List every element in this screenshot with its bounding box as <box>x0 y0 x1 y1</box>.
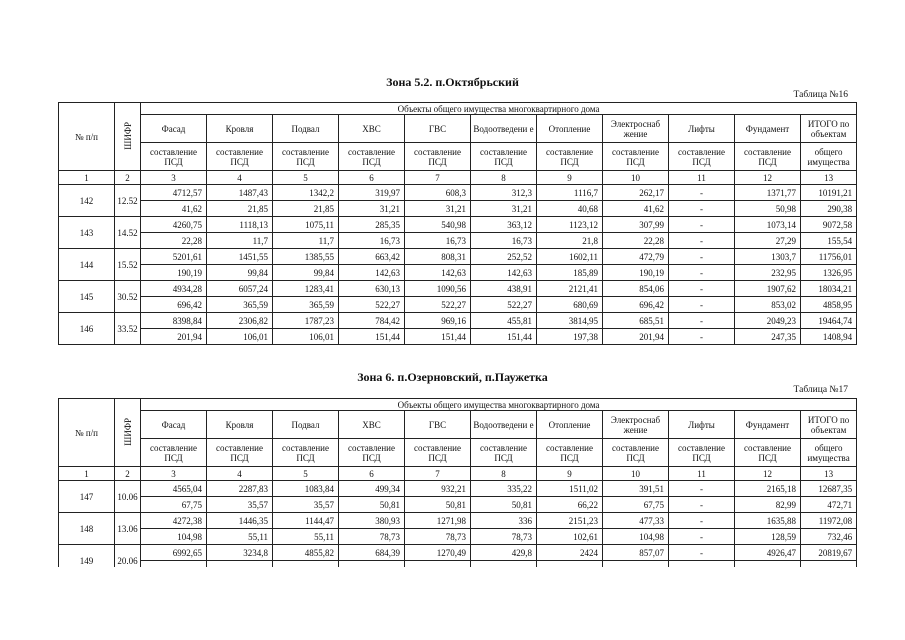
cell-value: 12687,35 <box>801 481 857 497</box>
cell-value: 99,84 <box>207 265 273 281</box>
cell-value: 151,44 <box>405 329 471 345</box>
header-sub: составление ПСД <box>141 143 207 171</box>
cell-value: 9072,58 <box>801 217 857 233</box>
header-index: 7 <box>405 467 471 481</box>
cell-value: 4858,95 <box>801 297 857 313</box>
cell-value: 27,29 <box>735 233 801 249</box>
cell-value: 8398,84 <box>141 313 207 329</box>
cell-value: 104,98 <box>141 529 207 545</box>
cell-value: 201,94 <box>141 329 207 345</box>
cell-value: 319,97 <box>339 185 405 201</box>
cell-value: 6992,65 <box>141 545 207 561</box>
cell-value: 336 <box>471 513 537 529</box>
cell-value: 4855,82 <box>273 545 339 561</box>
header-sub: составление ПСД <box>207 439 273 467</box>
header-sub: составление ПСД <box>339 143 405 171</box>
header-col: ГВС <box>405 411 471 439</box>
cell-value <box>471 561 537 568</box>
cell-value: 472,71 <box>801 497 857 513</box>
header-index: 7 <box>405 171 471 185</box>
cell-value: 2151,23 <box>537 513 603 529</box>
header-sub: составление ПСД <box>405 439 471 467</box>
cell-value: 50,81 <box>339 497 405 513</box>
cell-value: 522,27 <box>339 297 405 313</box>
header-sub: составление ПСД <box>141 439 207 467</box>
cell-value: 853,02 <box>735 297 801 313</box>
cell-value: 685,51 <box>603 313 669 329</box>
cell-value: 312,3 <box>471 185 537 201</box>
zone2-table-clip <box>58 398 858 567</box>
cell-value: 99,84 <box>273 265 339 281</box>
cell-value: - <box>669 233 735 249</box>
cell-value: 151,44 <box>471 329 537 345</box>
header-index: 11 <box>669 467 735 481</box>
header-col: Электроснаб жение <box>603 115 669 143</box>
header-col: Электроснаб жение <box>603 411 669 439</box>
cell-value: 106,01 <box>273 329 339 345</box>
header-col: ИТОГО по объектам <box>801 115 857 143</box>
cell-value: 1326,95 <box>801 265 857 281</box>
cell-value: 1090,56 <box>405 281 471 297</box>
header-index: 5 <box>273 171 339 185</box>
header-col: Кровля <box>207 411 273 439</box>
row-shifr: 20.06 <box>115 545 141 568</box>
cell-value: 380,93 <box>339 513 405 529</box>
row-number: 147 <box>59 481 115 513</box>
cell-value: 540,98 <box>405 217 471 233</box>
header-index: 5 <box>273 467 339 481</box>
cell-value: 969,16 <box>405 313 471 329</box>
header-col: ИТОГО по объектам <box>801 411 857 439</box>
cell-value: 104,98 <box>603 529 669 545</box>
row-shifr: 15.52 <box>115 249 141 281</box>
cell-value: 40,68 <box>537 201 603 217</box>
cell-value: 21,8 <box>537 233 603 249</box>
header-sub: составление ПСД <box>339 439 405 467</box>
header-col: Подвал <box>273 411 339 439</box>
cell-value: 1073,14 <box>735 217 801 233</box>
header-index: 3 <box>141 467 207 481</box>
header-shifr-cell <box>115 399 141 467</box>
cell-value: 438,91 <box>471 281 537 297</box>
cell-value: 290,38 <box>801 201 857 217</box>
cell-value: 11756,01 <box>801 249 857 265</box>
cell-value: - <box>669 513 735 529</box>
cell-value: 31,21 <box>471 201 537 217</box>
row-number: 148 <box>59 513 115 545</box>
cell-value: - <box>669 297 735 313</box>
cell-value: 35,57 <box>273 497 339 513</box>
header-index: 2 <box>115 467 141 481</box>
header-index: 13 <box>801 467 857 481</box>
cell-value: 31,21 <box>339 201 405 217</box>
header-index: 12 <box>735 467 801 481</box>
header-col: Подвал <box>273 115 339 143</box>
header-col: ГВС <box>405 115 471 143</box>
cell-value: 185,89 <box>537 265 603 281</box>
cell-value: 20819,67 <box>801 545 857 561</box>
cell-value: 22,28 <box>141 233 207 249</box>
row-shifr: 14.52 <box>115 217 141 249</box>
cell-value: 21,85 <box>207 201 273 217</box>
cell-value: 2424 <box>537 545 603 561</box>
header-index: 4 <box>207 467 273 481</box>
cell-value: - <box>669 249 735 265</box>
cell-value: 262,17 <box>603 185 669 201</box>
cell-value: 35,57 <box>207 497 273 513</box>
cell-value: 128,59 <box>735 529 801 545</box>
header-num: № п/п <box>59 399 115 467</box>
header-sub: составление ПСД <box>273 143 339 171</box>
cell-value <box>669 561 735 568</box>
cell-value: 1602,11 <box>537 249 603 265</box>
cell-value: 22,28 <box>603 233 669 249</box>
cell-value: 232,95 <box>735 265 801 281</box>
cell-value: 55,11 <box>207 529 273 545</box>
header-index: 6 <box>339 171 405 185</box>
cell-value: 66,22 <box>537 497 603 513</box>
cell-value: 142,63 <box>339 265 405 281</box>
cell-value: 1371,77 <box>735 185 801 201</box>
header-col: Фундамент <box>735 411 801 439</box>
header-col: Лифты <box>669 411 735 439</box>
header-col: Водоотведени е <box>471 115 537 143</box>
cell-value: 4272,38 <box>141 513 207 529</box>
cell-value: - <box>669 481 735 497</box>
header-col: Отопление <box>537 411 603 439</box>
cell-value: 11,7 <box>207 233 273 249</box>
header-index: 9 <box>537 467 603 481</box>
row-shifr: 10.06 <box>115 481 141 513</box>
cell-value: 2306,82 <box>207 313 273 329</box>
cell-value: 67,75 <box>141 497 207 513</box>
header-col: Фасад <box>141 411 207 439</box>
cell-value <box>801 561 857 568</box>
cell-value: 31,21 <box>405 201 471 217</box>
cell-value: - <box>669 497 735 513</box>
cell-value: 106,01 <box>207 329 273 345</box>
cell-value: 307,99 <box>603 217 669 233</box>
header-group: Объекты общего имущества многоквартирного дома <box>141 399 857 411</box>
cell-value: 41,62 <box>141 201 207 217</box>
cell-value: - <box>669 545 735 561</box>
cell-value: - <box>669 217 735 233</box>
cell-value: 365,59 <box>273 297 339 313</box>
cell-value: 50,98 <box>735 201 801 217</box>
cell-value: 684,39 <box>339 545 405 561</box>
cell-value: 5201,61 <box>141 249 207 265</box>
cell-value: 2287,83 <box>207 481 273 497</box>
header-sub: составление ПСД <box>471 439 537 467</box>
cell-value: 41,62 <box>603 201 669 217</box>
cell-value: 2165,18 <box>735 481 801 497</box>
header-sub: общего имущества <box>801 143 857 171</box>
header-shifr: ШИФР <box>122 417 133 446</box>
zone1-table-number: Таблица №16 <box>793 90 848 100</box>
header-sub: общего имущества <box>801 439 857 467</box>
header-col: Водоотведени е <box>471 411 537 439</box>
cell-value: 4565,04 <box>141 481 207 497</box>
zone1-title: Зона 5.2. п.Октябрьский <box>386 75 519 89</box>
cell-value: 1303,7 <box>735 249 801 265</box>
cell-value: - <box>669 201 735 217</box>
header-index: 8 <box>471 467 537 481</box>
cell-value: 1118,13 <box>207 217 273 233</box>
cell-value: - <box>669 185 735 201</box>
cell-value: 67,75 <box>603 497 669 513</box>
cell-value: 3234,8 <box>207 545 273 561</box>
header-sub: составление ПСД <box>273 439 339 467</box>
cell-value <box>141 561 207 568</box>
row-number: 149 <box>59 545 115 568</box>
row-number: 142 <box>59 185 115 217</box>
cell-value: 102,61 <box>537 529 603 545</box>
cell-value: 19464,74 <box>801 313 857 329</box>
header-sub: составление ПСД <box>735 143 801 171</box>
row-shifr: 13.06 <box>115 513 141 545</box>
cell-value: 472,79 <box>603 249 669 265</box>
header-shifr: ШИФР <box>122 121 133 150</box>
cell-value: 1787,23 <box>273 313 339 329</box>
cell-value: - <box>669 529 735 545</box>
header-sub: составление ПСД <box>669 143 735 171</box>
cell-value: 1408,94 <box>801 329 857 345</box>
header-sub: составление ПСД <box>471 143 537 171</box>
cell-value: 522,27 <box>471 297 537 313</box>
cell-value: 78,73 <box>339 529 405 545</box>
header-group: Объекты общего имущества многоквартирного дома <box>141 103 857 115</box>
cell-value <box>339 561 405 568</box>
cell-value: 455,81 <box>471 313 537 329</box>
row-number: 146 <box>59 313 115 345</box>
header-sub: составление ПСД <box>603 439 669 467</box>
cell-value: 285,35 <box>339 217 405 233</box>
header-index: 10 <box>603 467 669 481</box>
row-shifr: 33.52 <box>115 313 141 345</box>
cell-value: 10191,21 <box>801 185 857 201</box>
cell-value: 477,33 <box>603 513 669 529</box>
cell-value <box>735 561 801 568</box>
header-index: 6 <box>339 467 405 481</box>
cell-value: 857,07 <box>603 545 669 561</box>
cell-value: 55,11 <box>273 529 339 545</box>
header-index: 9 <box>537 171 603 185</box>
cell-value: 3814,95 <box>537 313 603 329</box>
header-sub: составление ПСД <box>603 143 669 171</box>
cell-value: 363,12 <box>471 217 537 233</box>
cell-value: 4260,75 <box>141 217 207 233</box>
cell-value: 1123,12 <box>537 217 603 233</box>
header-col: Фундамент <box>735 115 801 143</box>
cell-value: 522,27 <box>405 297 471 313</box>
cell-value: 247,35 <box>735 329 801 345</box>
header-sub: составление ПСД <box>669 439 735 467</box>
cell-value: 1075,11 <box>273 217 339 233</box>
cell-value: 11972,08 <box>801 513 857 529</box>
cell-value: 696,42 <box>603 297 669 313</box>
cell-value: 2049,23 <box>735 313 801 329</box>
cell-value: 197,38 <box>537 329 603 345</box>
cell-value: 1116,7 <box>537 185 603 201</box>
header-index: 1 <box>59 467 115 481</box>
cell-value: 1451,55 <box>207 249 273 265</box>
cell-value: - <box>669 265 735 281</box>
row-number: 145 <box>59 281 115 313</box>
cell-value: - <box>669 281 735 297</box>
cell-value: 11,7 <box>273 233 339 249</box>
cell-value: 630,13 <box>339 281 405 297</box>
cell-value: 1635,88 <box>735 513 801 529</box>
header-index: 2 <box>115 171 141 185</box>
cell-value: 391,51 <box>603 481 669 497</box>
cell-value: 1270,49 <box>405 545 471 561</box>
header-col: ХВС <box>339 411 405 439</box>
cell-value <box>537 561 603 568</box>
zone2-table-number: Таблица №17 <box>793 385 848 395</box>
cell-value: 151,44 <box>339 329 405 345</box>
cell-value: 201,94 <box>603 329 669 345</box>
header-col: Отопление <box>537 115 603 143</box>
zone2-title: Зона 6. п.Озерновский, п.Паужетка <box>357 370 548 384</box>
header-shifr-cell <box>115 103 141 171</box>
cell-value: - <box>669 313 735 329</box>
cell-value: 155,54 <box>801 233 857 249</box>
cell-value: 335,22 <box>471 481 537 497</box>
cell-value: 1446,35 <box>207 513 273 529</box>
header-num: № п/п <box>59 103 115 171</box>
header-index: 3 <box>141 171 207 185</box>
cell-value: 82,99 <box>735 497 801 513</box>
header-col: ХВС <box>339 115 405 143</box>
cell-value: 854,06 <box>603 281 669 297</box>
header-index: 4 <box>207 171 273 185</box>
header-col: Фасад <box>141 115 207 143</box>
cell-value: 190,19 <box>141 265 207 281</box>
cell-value: 1144,47 <box>273 513 339 529</box>
cell-value: 429,8 <box>471 545 537 561</box>
cell-value: 16,73 <box>405 233 471 249</box>
cell-value: 1342,2 <box>273 185 339 201</box>
cell-value: 190,19 <box>603 265 669 281</box>
cell-value: 680,69 <box>537 297 603 313</box>
cell-value: 784,42 <box>339 313 405 329</box>
header-col: Лифты <box>669 115 735 143</box>
cell-value: 1487,43 <box>207 185 273 201</box>
cell-value: 78,73 <box>471 529 537 545</box>
cell-value: 4926,47 <box>735 545 801 561</box>
header-col: Кровля <box>207 115 273 143</box>
header-index: 12 <box>735 171 801 185</box>
cell-value: 50,81 <box>471 497 537 513</box>
cell-value: 1083,84 <box>273 481 339 497</box>
cell-value: 1271,98 <box>405 513 471 529</box>
cell-value <box>405 561 471 568</box>
cell-value: 608,3 <box>405 185 471 201</box>
cell-value: 18034,21 <box>801 281 857 297</box>
cell-value: 78,73 <box>405 529 471 545</box>
header-sub: составление ПСД <box>405 143 471 171</box>
cell-value: 252,52 <box>471 249 537 265</box>
cell-value: 732,46 <box>801 529 857 545</box>
cell-value <box>207 561 273 568</box>
cell-value: 142,63 <box>405 265 471 281</box>
header-index: 8 <box>471 171 537 185</box>
cell-value: 1283,41 <box>273 281 339 297</box>
zone1-table <box>58 102 857 345</box>
header-index: 1 <box>59 171 115 185</box>
cell-value: 696,42 <box>141 297 207 313</box>
cell-value: 21,85 <box>273 201 339 217</box>
header-index: 10 <box>603 171 669 185</box>
cell-value: 16,73 <box>339 233 405 249</box>
row-shifr: 30.52 <box>115 281 141 313</box>
zone2-table <box>58 398 857 567</box>
row-shifr: 12.52 <box>115 185 141 217</box>
cell-value <box>603 561 669 568</box>
cell-value: 365,59 <box>207 297 273 313</box>
cell-value: 142,63 <box>471 265 537 281</box>
header-sub: составление ПСД <box>537 143 603 171</box>
header-index: 11 <box>669 171 735 185</box>
cell-value: 4712,57 <box>141 185 207 201</box>
row-number: 143 <box>59 217 115 249</box>
cell-value: - <box>669 329 735 345</box>
cell-value: 1907,62 <box>735 281 801 297</box>
cell-value: 808,31 <box>405 249 471 265</box>
cell-value: 2121,41 <box>537 281 603 297</box>
cell-value: 16,73 <box>471 233 537 249</box>
header-sub: составление ПСД <box>537 439 603 467</box>
cell-value: 932,21 <box>405 481 471 497</box>
cell-value: 4934,28 <box>141 281 207 297</box>
header-index: 13 <box>801 171 857 185</box>
cell-value: 499,34 <box>339 481 405 497</box>
header-sub: составление ПСД <box>735 439 801 467</box>
cell-value <box>273 561 339 568</box>
header-sub: составление ПСД <box>207 143 273 171</box>
cell-value: 6057,24 <box>207 281 273 297</box>
row-number: 144 <box>59 249 115 281</box>
cell-value: 1385,55 <box>273 249 339 265</box>
cell-value: 50,81 <box>405 497 471 513</box>
cell-value: 663,42 <box>339 249 405 265</box>
cell-value: 1511,02 <box>537 481 603 497</box>
